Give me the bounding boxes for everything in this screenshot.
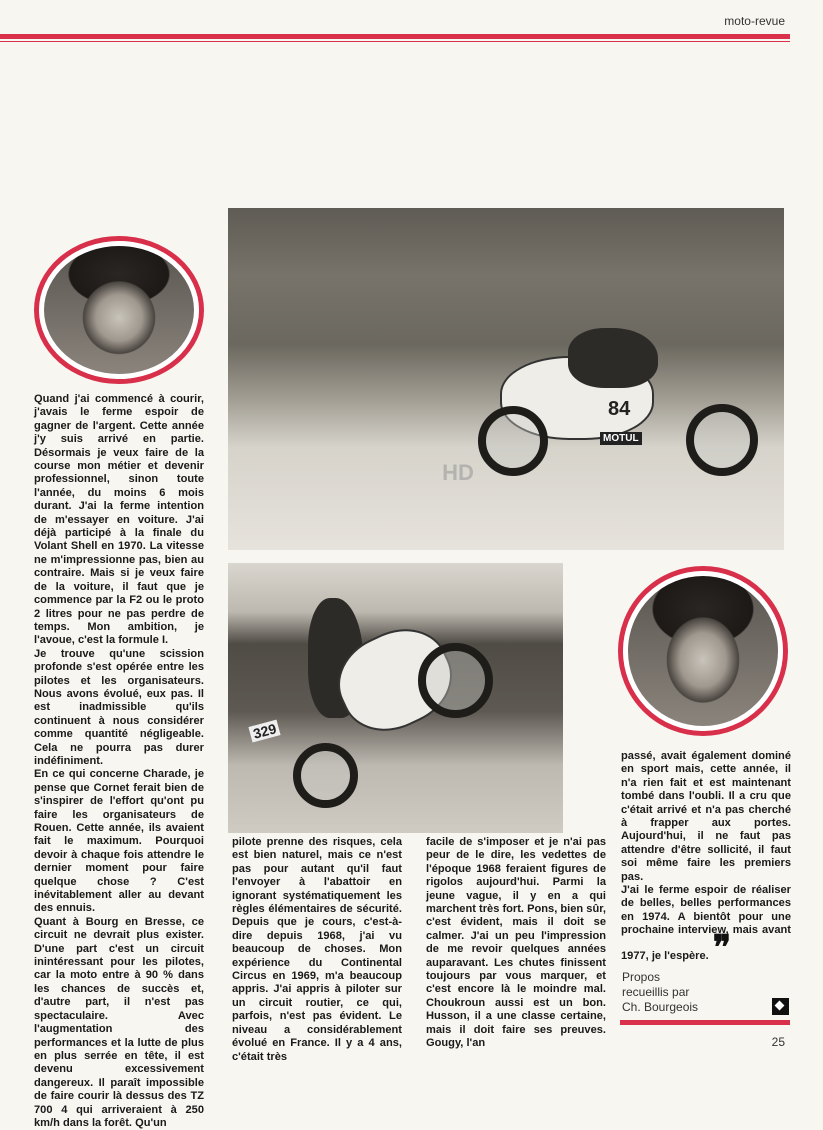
race-number-wheelie: 329 bbox=[248, 719, 281, 742]
race-number: 84 bbox=[608, 398, 631, 420]
column-3 bbox=[426, 836, 606, 1051]
paragraph: pilote prenne des risques, cela est bien naturel, mais ce n'est pas pour autant qu'il faut l'envoyer à l'abattoir en ignorant systématiquement les règles élémentaires de sécurité. Depuis que je cours, c'est-à-dire depuis 1968, j'ai vu beaucoup de choses. Mon expérience du Continental Circus en 1969, m'a beaucoup appris. J'ai appris à piloter sur un circuit routier, ce qui, parfois, n'est pas évident. Le niveau a considérablement évolué en France. Il y a 4 ans, c'était très bbox=[232, 836, 402, 1063]
paragraph: Je trouve qu'une scission profonde s'est opérée entre les pilotes et les organisateurs. Nous avons évolué, eux pas. Il est inadmissible qu'ils continuent à nous considérer comme quantité négligeable. Cela ne pourra pas durer indéfiniment. bbox=[34, 647, 204, 767]
closing-text: J'ai le ferme espoir de réaliser de belles, belles performances en 1974. A bientôt pour une prochaine interview, mais avant 1977, je l'espère. bbox=[621, 884, 791, 962]
credit-line-3: Ch. Bourgeois bbox=[622, 1000, 699, 1014]
wheelie-photo bbox=[228, 563, 563, 833]
top-rule bbox=[0, 34, 790, 39]
page-number: 25 bbox=[771, 1035, 785, 1049]
portrait-right-image bbox=[623, 571, 783, 731]
paragraph: Quant à Bourg en Bresse, ce circuit ne devrait plus exister. D'une part c'est un circuit inintéressant pour les pilotes, car la moto entre à 90 % dans les chances de succès et, d'autre part, il n'est pas spectaculaire. Avec l'augmentation des performances et la lutte de plus en plus serrée en tête, il est devenu excessivement dangereux. Il paraît impossible de faire courir là dessus des TZ 700 4 qui arriveraient à 250 km/h dans la forêt. Qu'un bbox=[34, 915, 204, 1129]
paragraph: Quand j'ai commencé à courir, j'avais le ferme espoir de gagner de l'argent. Cette année j'y suis arrivé en partie. Désormais je veux faire de la course mon métier et devenir professionnel, sinon toute l'année, du moins 6 mois durant. J'ai la ferme intention de m'essayer en voiture. J'ai déjà participé à la finale du Volant Shell en 1970. La vitesse ne m'impressionne pas, bien au contraire. Mais si je veux faire de la voiture, il faut que je commence par la F2 ou le proto 2 litres pour ne pas perdre de temps. Mon ambition, je l'avoue, c'est la formule I. bbox=[34, 393, 204, 647]
credit-line-1: Propos bbox=[622, 970, 661, 984]
author-credit bbox=[622, 970, 698, 1015]
end-mark-icon bbox=[772, 998, 789, 1015]
rear-wheel-wheelie bbox=[293, 743, 358, 808]
paragraph: passé, avait également dominé en sport mais, cette année, il n'a rien fait et est maintenant tombé dans l'oubli. Il a cru que c'était arrivé et n'a pas cherché à frapper aux portes. Aujourd'hui, il ne faut pas attendre d'être sollicité, il faut soi même faire les premiers pas. bbox=[621, 750, 791, 883]
sponsor-label: MOTUL bbox=[600, 432, 642, 445]
paragraph: En ce qui concerne Charade, je pense que Cornet ferait bien de s'inspirer de l'effort qu'ont pu faire les organisateurs de Rouen. Cette année, ils avaient fait le maximum. Pourquoi devoir à chaque fois attendre le dernier moment pour faire quelque chose ? C'est inévitablement aller au devant des ennuis. bbox=[34, 768, 204, 915]
paragraph-closing bbox=[621, 884, 791, 968]
rider bbox=[568, 328, 658, 388]
closing-quote-mark: ❞ bbox=[712, 927, 732, 968]
column-2 bbox=[232, 836, 402, 1064]
portrait-left bbox=[34, 236, 204, 384]
bottom-rule bbox=[620, 1020, 790, 1025]
top-rule-thin bbox=[0, 41, 790, 42]
rear-wheel bbox=[686, 404, 758, 476]
column-1 bbox=[34, 393, 204, 1130]
racing-photo bbox=[228, 208, 784, 550]
portrait-right bbox=[618, 566, 788, 736]
watermark: HD bbox=[442, 460, 474, 485]
column-4 bbox=[621, 750, 791, 968]
credit-line-2: recueillis par bbox=[622, 985, 690, 999]
front-wheel-wheelie bbox=[418, 643, 493, 718]
paragraph: facile de s'imposer et je n'ai pas peur de le dire, les vedettes de l'époque 1968 feraient figures de rigolos aujourd'hui. Parmi la jeune vague, il y en a qui marchent très fort. Pons, bien sûr, c'est évident, mais il doit se calmer. J'ai un peu l'impression de me revoir quelques années auparavant. Les chutes finissent toujours par vous marquer, et c'est encore là le moindre mal. Choukroun aussi est un bon. Husson, il a une classe certaine, mais il doit faire ses preuves. Gougy, l'an bbox=[426, 836, 607, 1050]
portrait-left-image bbox=[39, 241, 199, 379]
section-header: moto-revue bbox=[724, 14, 785, 28]
